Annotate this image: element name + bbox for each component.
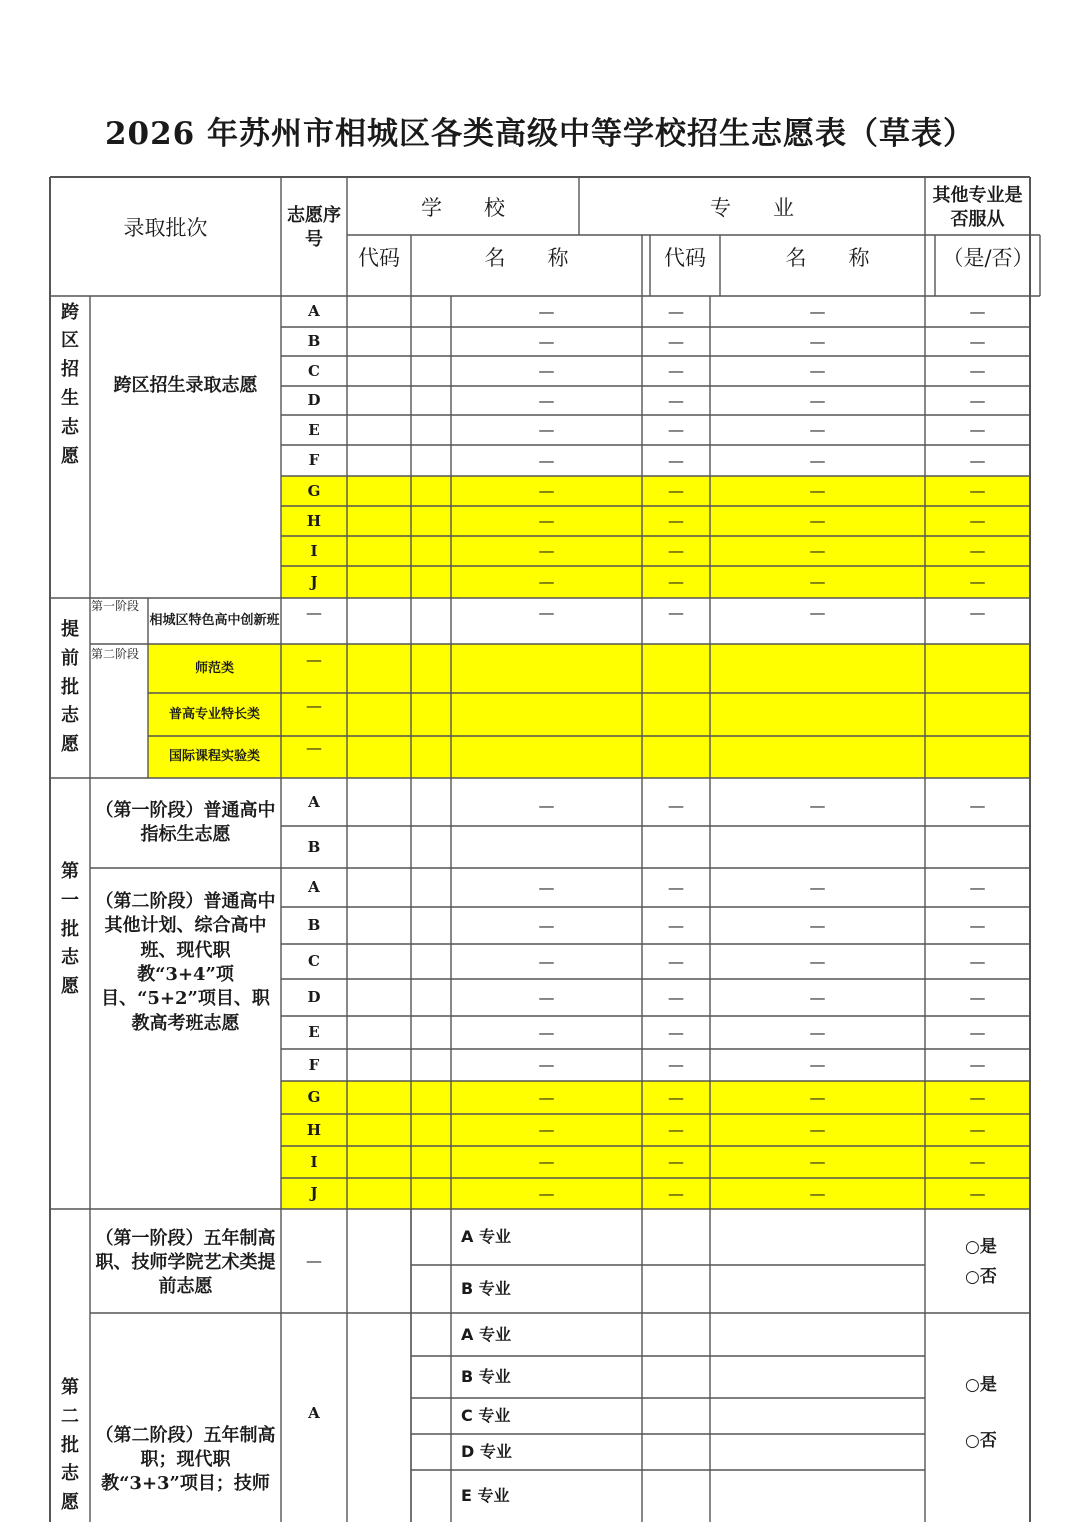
second-stage2: （第二阶段）五年制高职；现代职教“3+3”项目；技师	[95, 1424, 276, 1495]
header-batch: 录取批次	[123, 215, 208, 240]
first-stage2: （第二阶段）普通高中其他计划、综合高中班、现代职教“3+4”项目、“5+2”项目、职教高考班志愿	[95, 891, 276, 1034]
first-dash: —	[969, 1120, 986, 1140]
cross-dash: —	[668, 481, 684, 501]
cross-seq: H	[306, 511, 322, 530]
first-dash: —	[668, 1022, 684, 1042]
cross-dash: —	[809, 450, 826, 470]
cross-dash: —	[668, 390, 684, 410]
early-stage2-item: 普高专业特长类	[168, 706, 260, 722]
cross-dash: —	[969, 481, 986, 501]
early-stage1-item: 相城区特色高中创新班	[149, 613, 280, 629]
header-school-name: 名 称	[484, 245, 569, 270]
cross-dash: —	[809, 390, 826, 410]
cross-seq: A	[308, 302, 320, 321]
page-title: 2026 年苏州市相城区各类高级中等学校招生志愿表（草表）	[104, 116, 976, 152]
header-school-code: 代码	[358, 245, 400, 270]
first-dash: —	[668, 1055, 684, 1075]
early-stage1: 第一阶段	[91, 599, 140, 613]
second-stage2-major: C 专业	[461, 1406, 511, 1426]
first-stage2-seq: H	[306, 1120, 322, 1139]
header-major: 专 业	[710, 195, 794, 220]
radio-no: ○否	[965, 1430, 997, 1451]
second-stage2-major: A 专业	[461, 1324, 511, 1344]
first-stage2-seq: E	[308, 1023, 320, 1042]
section-cross-label: 跨 区 招 生 志 愿	[61, 301, 79, 467]
cross-dash: —	[538, 390, 555, 410]
first-stage2-seq: D	[307, 988, 321, 1007]
section-early-label: 提 前 批 志 愿	[61, 619, 79, 756]
cross-dash: —	[538, 450, 555, 470]
first-dash: —	[969, 1183, 986, 1203]
first-dash: —	[809, 987, 826, 1007]
second-stage2-major: D 专业	[461, 1442, 512, 1462]
cross-dash: —	[538, 541, 555, 561]
cross-seq: G	[307, 481, 321, 500]
first-dash: —	[809, 1022, 826, 1042]
first-dash: —	[538, 1120, 555, 1140]
second-stage2-major: B 专业	[461, 1367, 511, 1387]
header-obey: 其他专业是否服从	[932, 184, 1023, 230]
first-dash: —	[538, 915, 555, 935]
cross-dash: —	[668, 511, 684, 531]
header-major-code: 代码	[664, 245, 706, 270]
first-dash: —	[668, 796, 684, 816]
first-stage2-seq: I	[310, 1152, 318, 1171]
cross-dash: —	[969, 572, 986, 592]
early-stage2-item: 国际课程实验类	[168, 749, 260, 765]
second-dash: —	[306, 1251, 322, 1271]
first-dash: —	[538, 1152, 555, 1172]
early-dash: —	[306, 649, 322, 669]
header-school: 学 校	[421, 195, 505, 220]
early-dash: —	[668, 603, 684, 623]
early-dash: —	[809, 603, 826, 623]
first-dash: —	[668, 951, 684, 971]
first-dash: —	[809, 1055, 826, 1075]
cross-dash: —	[809, 541, 826, 561]
cross-dash: —	[809, 511, 826, 531]
first-dash: —	[538, 1055, 555, 1075]
radio-no: ○否	[965, 1266, 997, 1287]
first-stage1: （第一阶段）普通高中指标生志愿	[95, 799, 276, 845]
first-dash: —	[969, 1152, 986, 1172]
cross-dash: —	[668, 572, 684, 592]
first-dash: —	[538, 796, 555, 816]
cross-seq: I	[310, 541, 318, 560]
first-dash: —	[538, 877, 555, 897]
cross-dash: —	[809, 572, 826, 592]
first-dash: —	[668, 1183, 684, 1203]
first-dash: —	[809, 796, 826, 816]
radio-yes: ○是	[965, 1374, 997, 1395]
cross-seq: D	[307, 391, 321, 410]
early-dash: —	[306, 695, 322, 715]
cross-seq: C	[308, 361, 320, 380]
first-stage2-seq: A	[308, 878, 320, 897]
early-dash: —	[306, 603, 322, 623]
cross-dash: —	[969, 301, 986, 321]
first-stage2-seq: F	[308, 1055, 320, 1074]
cross-seq: F	[308, 451, 320, 470]
cross-dash: —	[668, 361, 684, 381]
cross-dash: —	[538, 331, 555, 351]
first-stage2-seq: B	[307, 916, 321, 935]
first-dash: —	[668, 1087, 684, 1107]
second-stage2-seq: A	[308, 1403, 320, 1422]
first-dash: —	[668, 1152, 684, 1172]
header-order: 志愿序号	[287, 204, 341, 250]
cross-seq: J	[310, 572, 318, 591]
first-dash: —	[969, 987, 986, 1007]
cross-dash: —	[538, 572, 555, 592]
cross-dash: —	[969, 511, 986, 531]
cross-dash: —	[809, 361, 826, 381]
first-stage1-seq: B	[307, 837, 321, 856]
first-dash: —	[969, 1055, 986, 1075]
first-dash: —	[668, 915, 684, 935]
cross-dash: —	[969, 450, 986, 470]
cross-dash: —	[809, 481, 826, 501]
cross-dash: —	[538, 481, 555, 501]
cross-dash: —	[668, 420, 684, 440]
first-dash: —	[809, 915, 826, 935]
cross-dash: —	[668, 301, 684, 321]
early-stage2-item: 师范类	[194, 660, 234, 676]
first-stage2-seq: C	[308, 952, 320, 971]
second-stage2-major: E 专业	[461, 1486, 510, 1506]
cross-desc: 跨区招生录取志愿	[113, 374, 258, 396]
first-dash: —	[969, 915, 986, 935]
first-stage1-seq: A	[308, 792, 320, 811]
radio-yes: ○是	[965, 1236, 997, 1257]
first-dash: —	[809, 1087, 826, 1107]
early-dash: —	[538, 603, 555, 623]
first-dash: —	[809, 877, 826, 897]
cross-dash: —	[969, 390, 986, 410]
first-dash: —	[969, 796, 986, 816]
first-stage2-seq: G	[307, 1088, 321, 1107]
cross-seq: B	[307, 332, 321, 351]
first-dash: —	[538, 1022, 555, 1042]
cross-dash: —	[538, 301, 555, 321]
cross-dash: —	[668, 331, 684, 351]
first-dash: —	[538, 1183, 555, 1203]
cross-dash: —	[969, 331, 986, 351]
second-stage1-major: A 专业	[461, 1227, 511, 1247]
header-major-name: 名 称	[785, 245, 870, 270]
cross-dash: —	[809, 301, 826, 321]
section-second-label: 第 二 批 志 愿	[61, 1377, 79, 1514]
early-stage2: 第二阶段	[91, 647, 140, 661]
cross-dash: —	[668, 450, 684, 470]
first-dash: —	[809, 1120, 826, 1140]
cross-dash: —	[969, 361, 986, 381]
second-stage1: （第一阶段）五年制高职、技师学院艺术类提前志愿	[95, 1227, 276, 1298]
section-first-label: 第 一 批 志 愿	[61, 861, 79, 998]
first-dash: —	[969, 1087, 986, 1107]
cross-dash: —	[809, 420, 826, 440]
cross-dash: —	[969, 420, 986, 440]
cross-dash: —	[969, 541, 986, 561]
first-dash: —	[969, 1022, 986, 1042]
second-stage1-major: B 专业	[461, 1279, 511, 1299]
first-dash: —	[969, 877, 986, 897]
first-dash: —	[809, 1152, 826, 1172]
first-dash: —	[668, 877, 684, 897]
first-dash: —	[809, 951, 826, 971]
header-yesno: （是/否）	[942, 245, 1034, 270]
early-dash: —	[306, 738, 322, 758]
first-dash: —	[668, 1120, 684, 1140]
cross-dash: —	[668, 541, 684, 561]
first-dash: —	[538, 1087, 555, 1107]
cross-dash: —	[538, 361, 555, 381]
cross-dash: —	[809, 331, 826, 351]
early-dash: —	[969, 603, 986, 623]
first-dash: —	[668, 987, 684, 1007]
cross-seq: E	[308, 420, 320, 439]
first-dash: —	[809, 1183, 826, 1203]
first-dash: —	[538, 987, 555, 1007]
first-stage2-seq: J	[310, 1184, 318, 1203]
cross-dash: —	[538, 511, 555, 531]
first-dash: —	[969, 951, 986, 971]
cross-dash: —	[538, 420, 555, 440]
first-dash: —	[538, 951, 555, 971]
